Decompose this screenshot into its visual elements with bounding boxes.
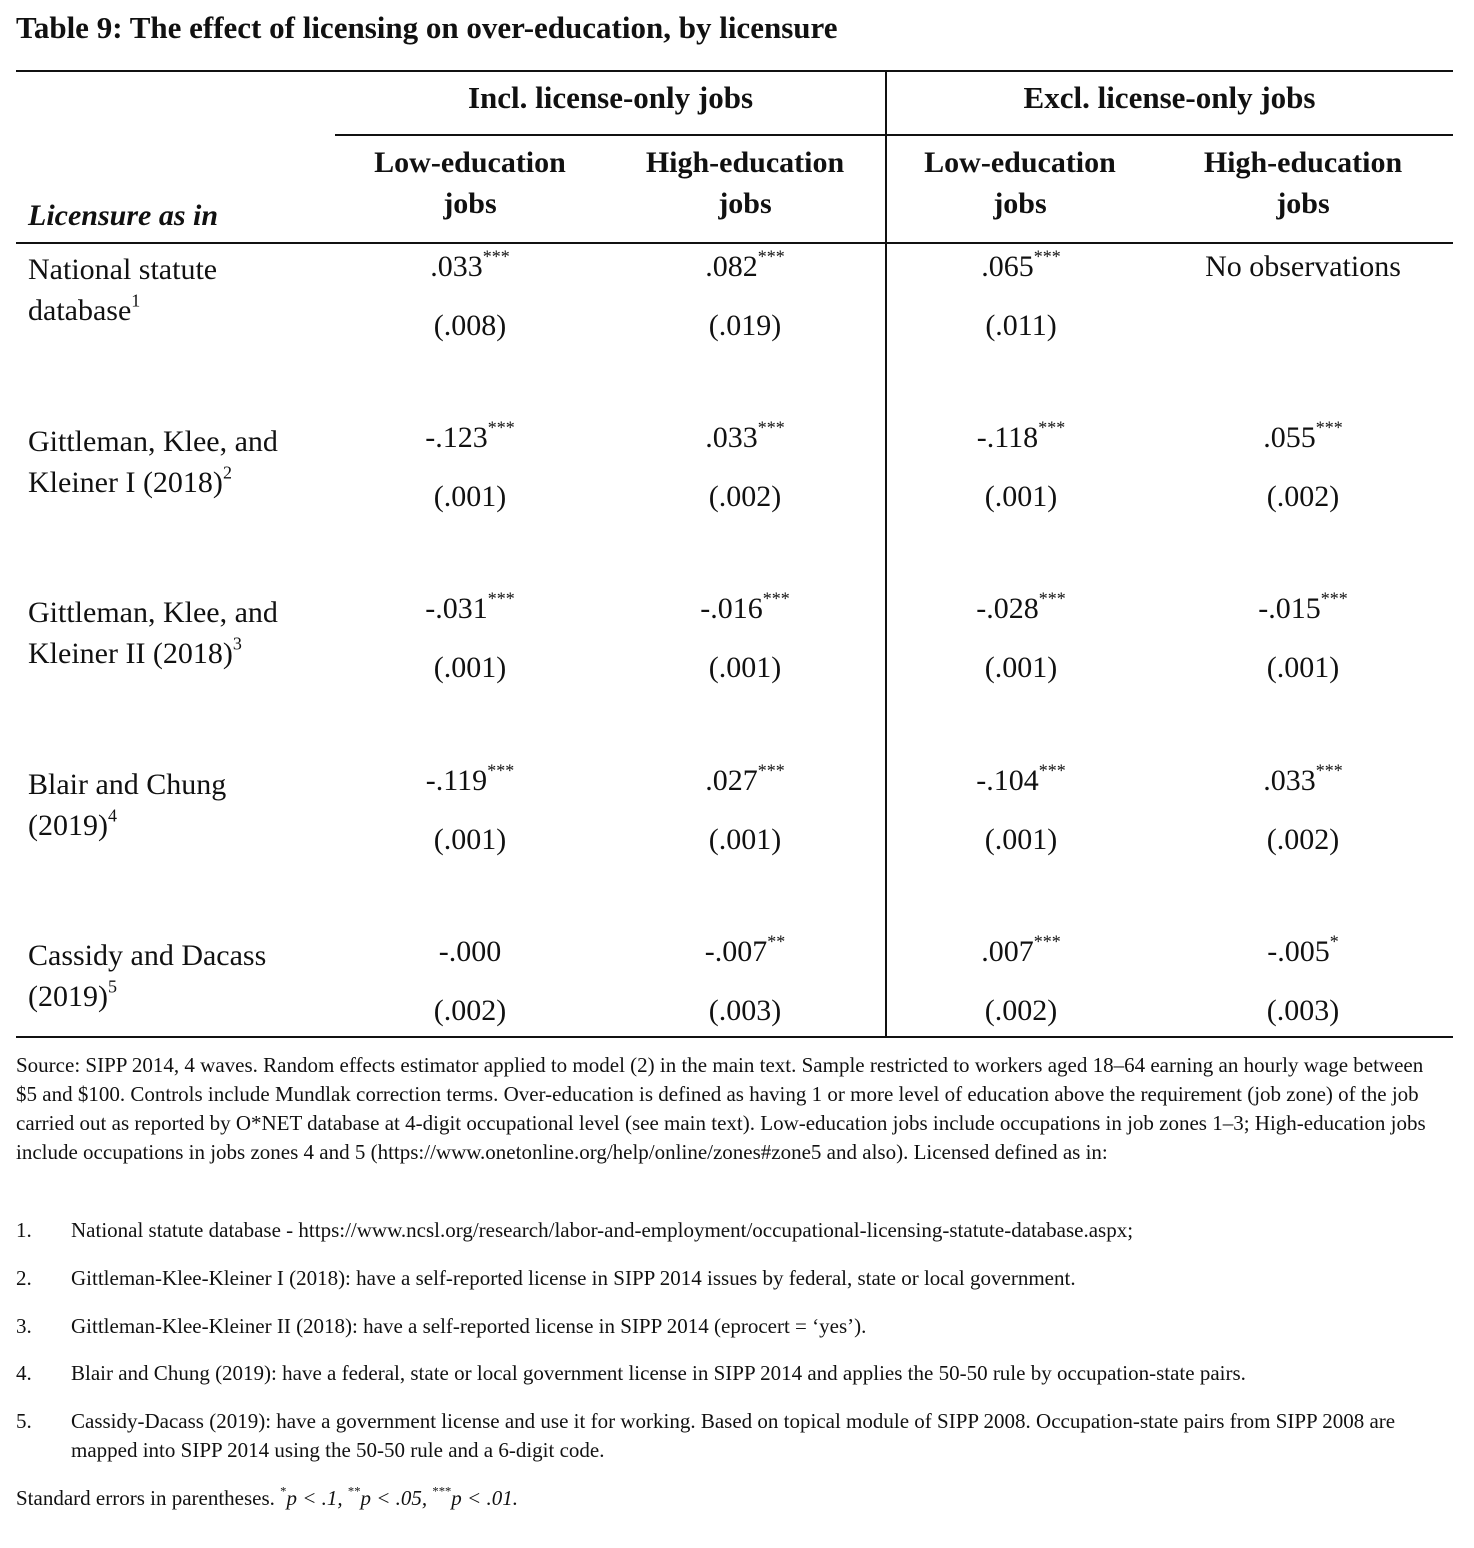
se-cell: (.002)	[1266, 823, 1340, 856]
coef-cell: .065***	[981, 246, 1061, 283]
se-cell: (.001)	[433, 480, 507, 513]
row-header-licensure: Licensure as in	[28, 199, 219, 232]
se-cell: (.019)	[708, 309, 782, 342]
footnote-number: 4.	[16, 1361, 32, 1385]
footnote-text: National statute database - https://www.ncsl.org/research/labor-and-employment/occupational-licensing-statute-database.aspx;	[71, 1218, 1134, 1242]
top-rule	[16, 70, 1453, 72]
row-label-sup: 5	[107, 976, 117, 997]
group-underline-right	[886, 134, 1453, 136]
footnote-text: Gittleman-Klee-Kleiner II (2018): have a self-reported license in SIPP 2014 (eprocert = ‘yes’).	[71, 1314, 867, 1338]
significance-note: Standard errors in parentheses. *p < .1, **p < .05, ***p < .01.	[16, 1484, 518, 1510]
row-label	[28, 935, 308, 1017]
row-label	[28, 421, 328, 503]
se-cell: (.001)	[433, 823, 507, 856]
se-cell: (.003)	[708, 994, 782, 1027]
row-label-sup: 4	[107, 805, 117, 826]
column-header-incl-high: High-education jobs	[645, 146, 845, 220]
se-cell: (.002)	[1266, 480, 1340, 513]
coef-cell: .033***	[705, 417, 785, 454]
coef-cell: -.015***	[1258, 588, 1348, 625]
bottom-rule	[16, 1036, 1453, 1038]
footnote-text: Blair and Chung (2019): have a federal, state or local government license in SIPP 2014 and applies the 50-50 rule by occupation-state pairs.	[71, 1361, 1246, 1385]
footnote-number: 5.	[16, 1409, 32, 1433]
footnote-text: Gittleman-Klee-Kleiner I (2018): have a self-reported license in SIPP 2014 issues by federal, state or local government.	[71, 1266, 1076, 1290]
se-cell: (.002)	[984, 994, 1058, 1027]
se-cell: (.001)	[984, 651, 1058, 684]
vertical-divider	[885, 71, 887, 1037]
row-label-text: Cassidy and Dacass (2019)	[28, 939, 267, 1013]
coef-cell: -.123***	[425, 417, 515, 454]
coef-cell: -.000	[438, 935, 502, 968]
coef-cell: -.118***	[976, 417, 1066, 454]
coef-cell: .033***	[1263, 760, 1343, 797]
header-rule	[16, 242, 1453, 244]
se-cell: (.002)	[433, 994, 507, 1027]
coef-cell: .055***	[1263, 417, 1343, 454]
coef-cell: No observations	[1205, 250, 1401, 283]
coef-cell: -.016***	[700, 588, 790, 625]
coef-cell: -.007**	[704, 931, 786, 968]
coef-cell: -.005*	[1267, 931, 1339, 968]
coef-cell: -.104***	[976, 760, 1066, 797]
se-cell: (.008)	[433, 309, 507, 342]
row-label-text: National statute database	[28, 253, 218, 327]
coef-cell: -.031***	[425, 588, 515, 625]
table-title: Table 9: The effect of licensing on over-education, by licensure	[16, 10, 838, 45]
group-underline-left	[335, 134, 886, 136]
coef-cell: .027***	[705, 760, 785, 797]
group-header-excl: Excl. license-only jobs	[1023, 80, 1316, 115]
se-cell: (.001)	[984, 480, 1058, 513]
row-label	[28, 592, 328, 674]
column-header-excl-low: Low-education jobs	[924, 146, 1116, 220]
column-header-excl-high: High-education jobs	[1203, 146, 1403, 220]
footnote-number: 1.	[16, 1218, 32, 1242]
se-cell: (.001)	[708, 651, 782, 684]
source-note: Source: SIPP 2014, 4 waves. Random effects estimator applied to model (2) in the main text. Sample restricted to workers aged 18–64 earning an hourly wage between $5 and $100. Controls include Mundlak correction terms. Over-education is defined as having 1 or more level of education above the requirement (job zone) of the job carried out as reported by O*NET database at 4-digit occupational level (see main text). Low-education jobs include occupations in job zones 1–3; High-education jobs include occupations in jobs zones 4 and 5 (https://www.onetonline.org/help/online/zones#zone5 and also). Licensed defined as in:	[16, 1053, 1426, 1164]
row-label-text: Gittleman, Klee, and Kleiner I (2018)	[28, 425, 278, 499]
row-label-sup: 3	[232, 633, 242, 654]
se-cell: (.011)	[985, 309, 1057, 342]
row-label	[28, 249, 328, 331]
column-header-incl-low: Low-education jobs	[374, 146, 566, 220]
footnote-text: Cassidy-Dacass (2019): have a government license and use it for working. Based on topical module of SIPP 2008. Occupation-state pairs from SIPP 2008 are mapped into SIPP 2014 using the 50-50 rule and a 6-digit code.	[71, 1409, 1396, 1462]
se-cell: (.001)	[433, 651, 507, 684]
group-header-incl: Incl. license-only jobs	[467, 80, 754, 115]
footnote-number: 2.	[16, 1266, 32, 1290]
footnote-number: 3.	[16, 1314, 32, 1338]
coef-cell: .007***	[981, 931, 1061, 968]
coef-cell: -.119***	[425, 760, 515, 797]
se-cell: (.002)	[708, 480, 782, 513]
se-cell: (.001)	[708, 823, 782, 856]
coef-cell: -.028***	[976, 588, 1066, 625]
coef-cell: .033***	[430, 246, 510, 283]
row-label-sup: 1	[131, 290, 141, 311]
se-cell: (.003)	[1266, 994, 1340, 1027]
row-label-sup: 2	[222, 462, 232, 483]
row-label-text: Gittleman, Klee, and Kleiner II (2018)	[28, 596, 278, 670]
row-label-text: Blair and Chung (2019)	[28, 768, 227, 842]
se-cell: (.001)	[1266, 651, 1340, 684]
coef-cell: .082***	[705, 246, 785, 283]
se-cell: (.001)	[984, 823, 1058, 856]
row-label	[28, 764, 268, 846]
